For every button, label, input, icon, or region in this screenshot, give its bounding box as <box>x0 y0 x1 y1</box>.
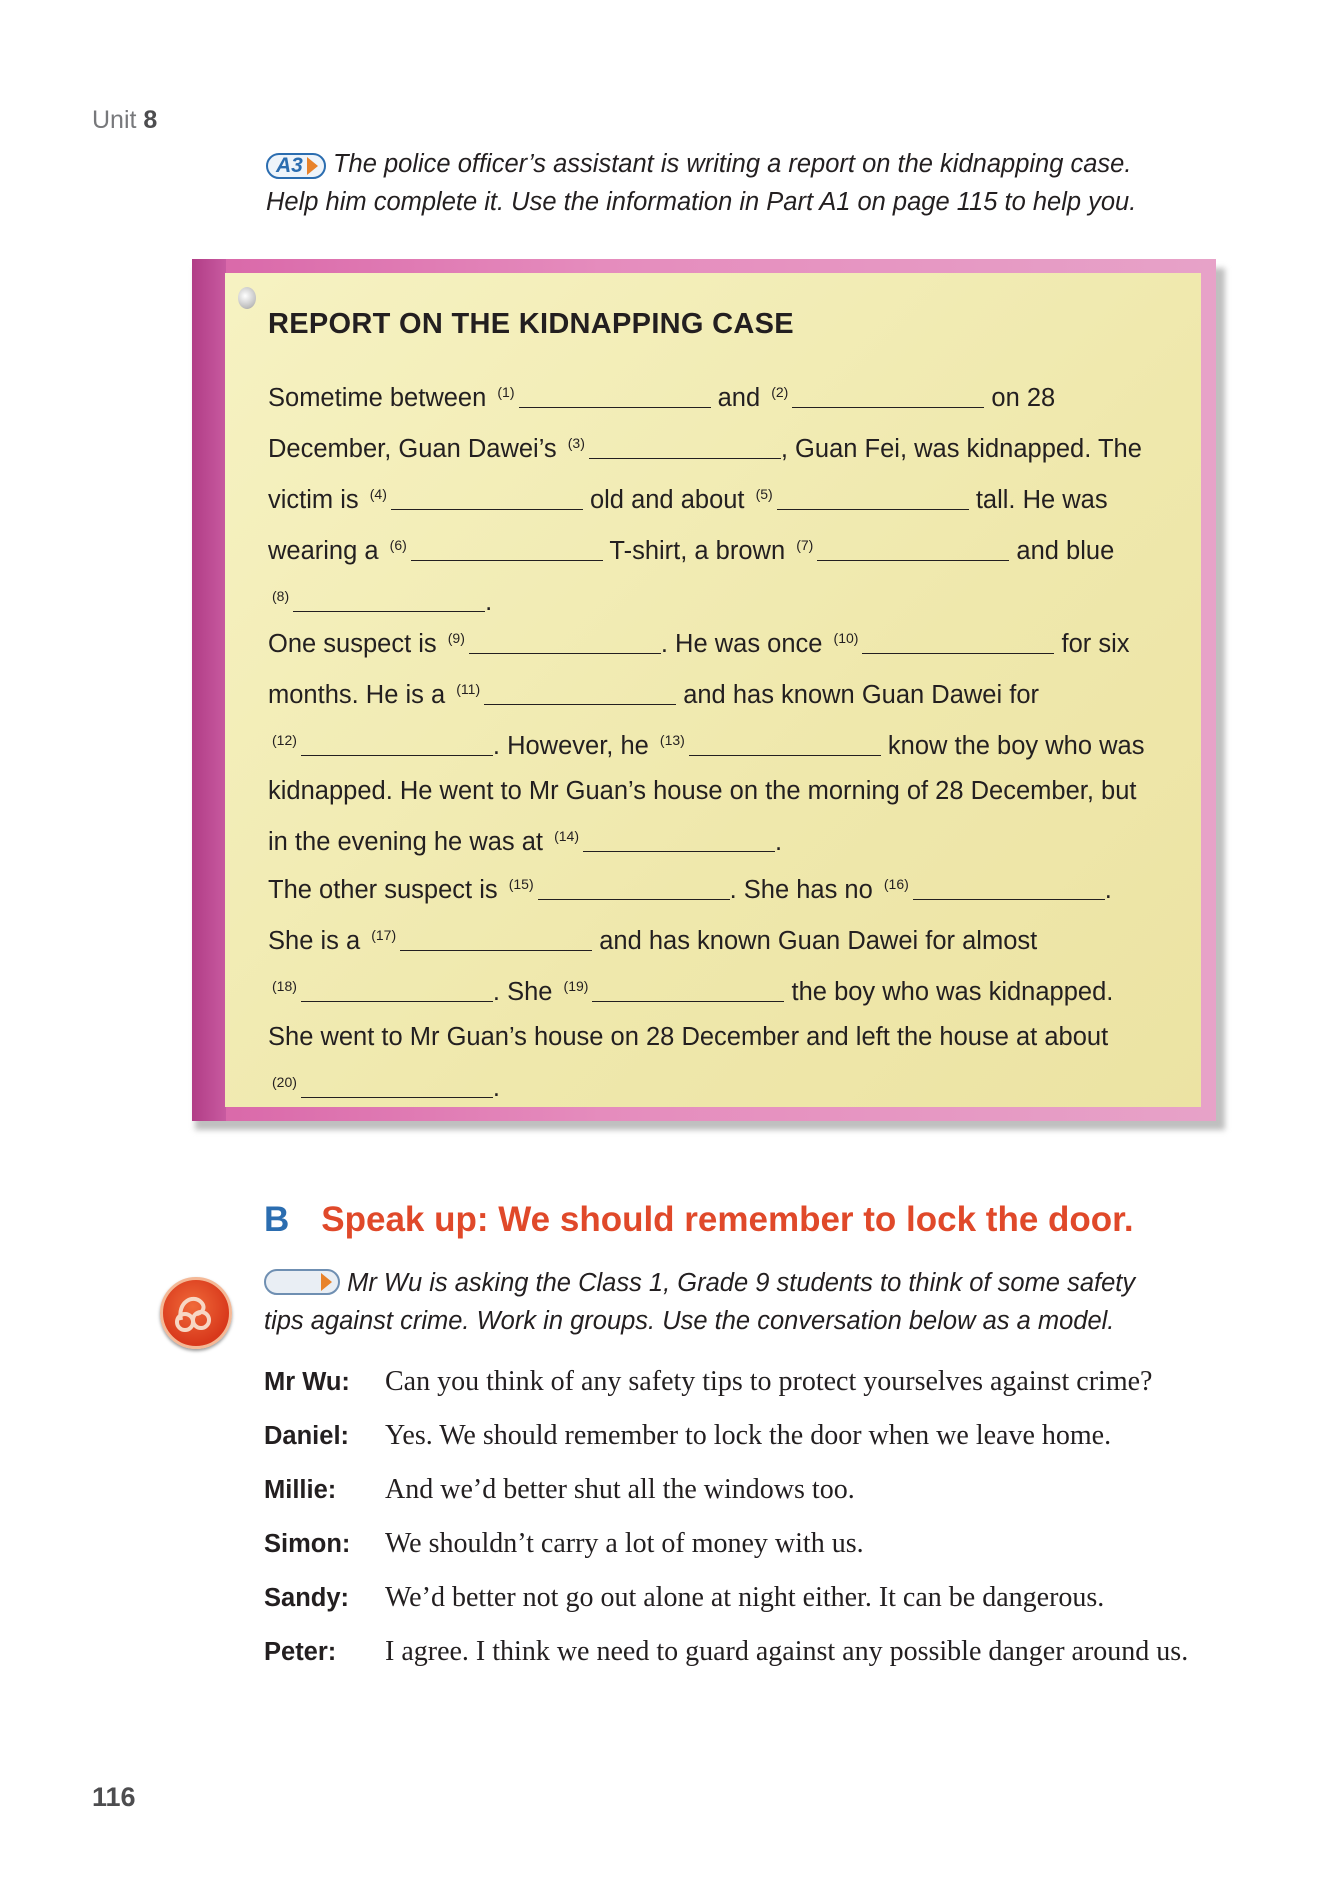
report-text: kidnapped. He went to Mr Guan’s house on the morning of 28 December, but <box>268 777 1137 805</box>
blank-number: (12) <box>272 732 297 748</box>
report-text: She went to Mr Guan’s house on 28 December and left the house at about <box>268 1023 1109 1051</box>
speaker-label: Daniel: <box>264 1422 350 1450</box>
blank-number: (16) <box>883 876 909 892</box>
answer-blank[interactable] <box>689 733 881 756</box>
answer-blank[interactable] <box>400 928 592 951</box>
report-text: , Guan Fei, was kidnapped. The <box>780 435 1142 463</box>
unit-label <box>92 106 157 135</box>
report-text: She is a <box>268 927 368 955</box>
answer-blank[interactable] <box>411 538 603 561</box>
report-text: The other suspect is <box>268 876 505 904</box>
report-text: . He was once <box>660 630 830 658</box>
answer-blank[interactable] <box>862 631 1054 654</box>
report-paragraph-2 <box>268 616 1183 865</box>
dialogue-row <box>264 1524 1244 1564</box>
report-text: . She has no <box>729 876 880 904</box>
report-text: and <box>710 384 768 412</box>
dialogue-line: And we’d better shut all the windows too. <box>385 1474 855 1505</box>
report-paragraph-3 <box>268 862 1183 1111</box>
dialogue-line: Yes. We should remember to lock the door when we leave home. <box>385 1420 1112 1451</box>
speaker-label: Sandy: <box>264 1584 350 1612</box>
blank-number: (11) <box>456 681 481 697</box>
report-text: . <box>775 828 783 856</box>
blank-number: (6) <box>389 537 407 553</box>
report-card-spine <box>192 259 226 1121</box>
answer-blank[interactable] <box>792 385 984 408</box>
blank-number: (5) <box>755 486 773 502</box>
answer-blank[interactable] <box>592 979 784 1002</box>
report-text: . However, he <box>492 732 656 760</box>
blank-number: (17) <box>371 927 397 943</box>
report-paragraph-1 <box>268 370 1183 625</box>
dialogue-line: Can you think of any safety tips to protect yourselves against crime? <box>385 1366 1153 1397</box>
report-text: T-shirt, a brown <box>602 537 793 565</box>
blank-number: (10) <box>833 630 859 646</box>
speaker-label: Millie: <box>264 1476 337 1504</box>
report-text: . She <box>492 978 560 1006</box>
a3-instruction-line1: The police officer’s assistant is writing a report on the kidnapping case. <box>332 150 1132 178</box>
report-text: the boy who was kidnapped. <box>784 978 1114 1006</box>
dialogue-row <box>264 1470 1244 1510</box>
dialogue-line: We shouldn’t carry a lot of money with us. <box>385 1528 864 1559</box>
dialogue <box>264 1362 1244 1672</box>
answer-blank[interactable] <box>391 487 583 510</box>
blank-number: (18) <box>272 978 297 994</box>
blank-number: (7) <box>796 537 814 553</box>
report-text: old and about <box>582 486 752 514</box>
answer-blank[interactable] <box>469 631 661 654</box>
section-b-instruction-line2: tips against crime. Work in groups. Use the conversation below as a model. <box>264 1307 1115 1335</box>
blank-number: (1) <box>497 384 515 400</box>
report-text: One suspect is <box>268 630 444 658</box>
report-text: Sometime between <box>268 384 494 412</box>
answer-blank[interactable] <box>293 589 485 612</box>
dialogue-line: We’d better not go out alone at night either. It can be dangerous. <box>385 1582 1105 1613</box>
section-b-instruction-line1: Mr Wu is asking the Class 1, Grade 9 students to think of some safety <box>347 1269 1136 1297</box>
report-text: and has known Guan Dawei for almost <box>592 927 1038 955</box>
report-text: . <box>1104 876 1112 904</box>
blank-number: (3) <box>567 435 585 451</box>
blank-number: (8) <box>272 588 290 604</box>
speaker-label: Peter: <box>264 1638 337 1666</box>
report-text: victim is <box>268 486 366 514</box>
speaker-label: Mr Wu: <box>264 1368 350 1396</box>
dialogue-line: I agree. I think we need to guard against any possible danger around us. <box>385 1636 1189 1667</box>
blank-number: (19) <box>563 978 589 994</box>
speaker-label: Simon: <box>264 1530 351 1558</box>
dialogue-row <box>264 1632 1244 1672</box>
blank-number: (4) <box>369 486 387 502</box>
blank-number: (2) <box>771 384 789 400</box>
dialogue-row <box>264 1362 1244 1402</box>
report-title: REPORT ON THE KIDNAPPING CASE <box>268 308 794 340</box>
play-arrow-icon <box>307 157 318 175</box>
answer-blank[interactable] <box>484 682 676 705</box>
a3-instruction-line2: Help him complete it. Use the information in Part A1 on page 115 to help you. <box>266 188 1137 216</box>
section-b-heading <box>264 1200 1134 1240</box>
report-text: on 28 <box>984 384 1056 412</box>
report-text: and blue <box>1009 537 1115 565</box>
report-text: . <box>485 588 493 616</box>
report-text: in the evening he was at <box>268 828 551 856</box>
section-title: Speak up: We should remember to lock the door. <box>321 1200 1134 1239</box>
answer-blank[interactable] <box>301 979 493 1002</box>
dialogue-row <box>264 1416 1244 1456</box>
section-b-instruction <box>264 1264 1224 1340</box>
answer-blank[interactable] <box>589 436 781 459</box>
report-text: and has known Guan Dawei for <box>676 681 1039 709</box>
report-text: tall. He was <box>968 486 1108 514</box>
blank-number: (15) <box>508 876 534 892</box>
a3-badge <box>266 153 326 179</box>
play-arrow-icon <box>321 1273 332 1291</box>
page-number: 116 <box>92 1782 136 1812</box>
a3-instruction <box>266 145 1226 221</box>
report-text: wearing a <box>268 537 386 565</box>
listen-badge <box>264 1269 340 1295</box>
report-text: . <box>492 1074 500 1102</box>
answer-blank[interactable] <box>301 1075 493 1098</box>
section-letter: B <box>264 1200 290 1239</box>
answer-blank[interactable] <box>583 829 775 852</box>
answer-blank[interactable] <box>777 487 969 510</box>
report-text: December, Guan Dawei’s <box>268 435 564 463</box>
answer-blank[interactable] <box>519 385 711 408</box>
blank-number: (13) <box>659 732 685 748</box>
blank-number: (14) <box>554 828 580 844</box>
report-text: for six <box>1054 630 1130 658</box>
report-text: know the boy who was <box>880 732 1145 760</box>
headphones-icon <box>160 1277 232 1349</box>
answer-blank[interactable] <box>817 538 1009 561</box>
a3-badge-text: A3 <box>276 154 303 177</box>
unit-word: Unit <box>92 106 137 134</box>
report-text: months. He is a <box>268 681 453 709</box>
answer-blank[interactable] <box>301 733 493 756</box>
blank-number: (9) <box>447 630 465 646</box>
punch-hole-icon <box>238 287 256 309</box>
answer-blank[interactable] <box>538 877 730 900</box>
unit-number: 8 <box>143 106 158 134</box>
answer-blank[interactable] <box>913 877 1105 900</box>
dialogue-row <box>264 1578 1244 1618</box>
blank-number: (20) <box>272 1074 297 1090</box>
